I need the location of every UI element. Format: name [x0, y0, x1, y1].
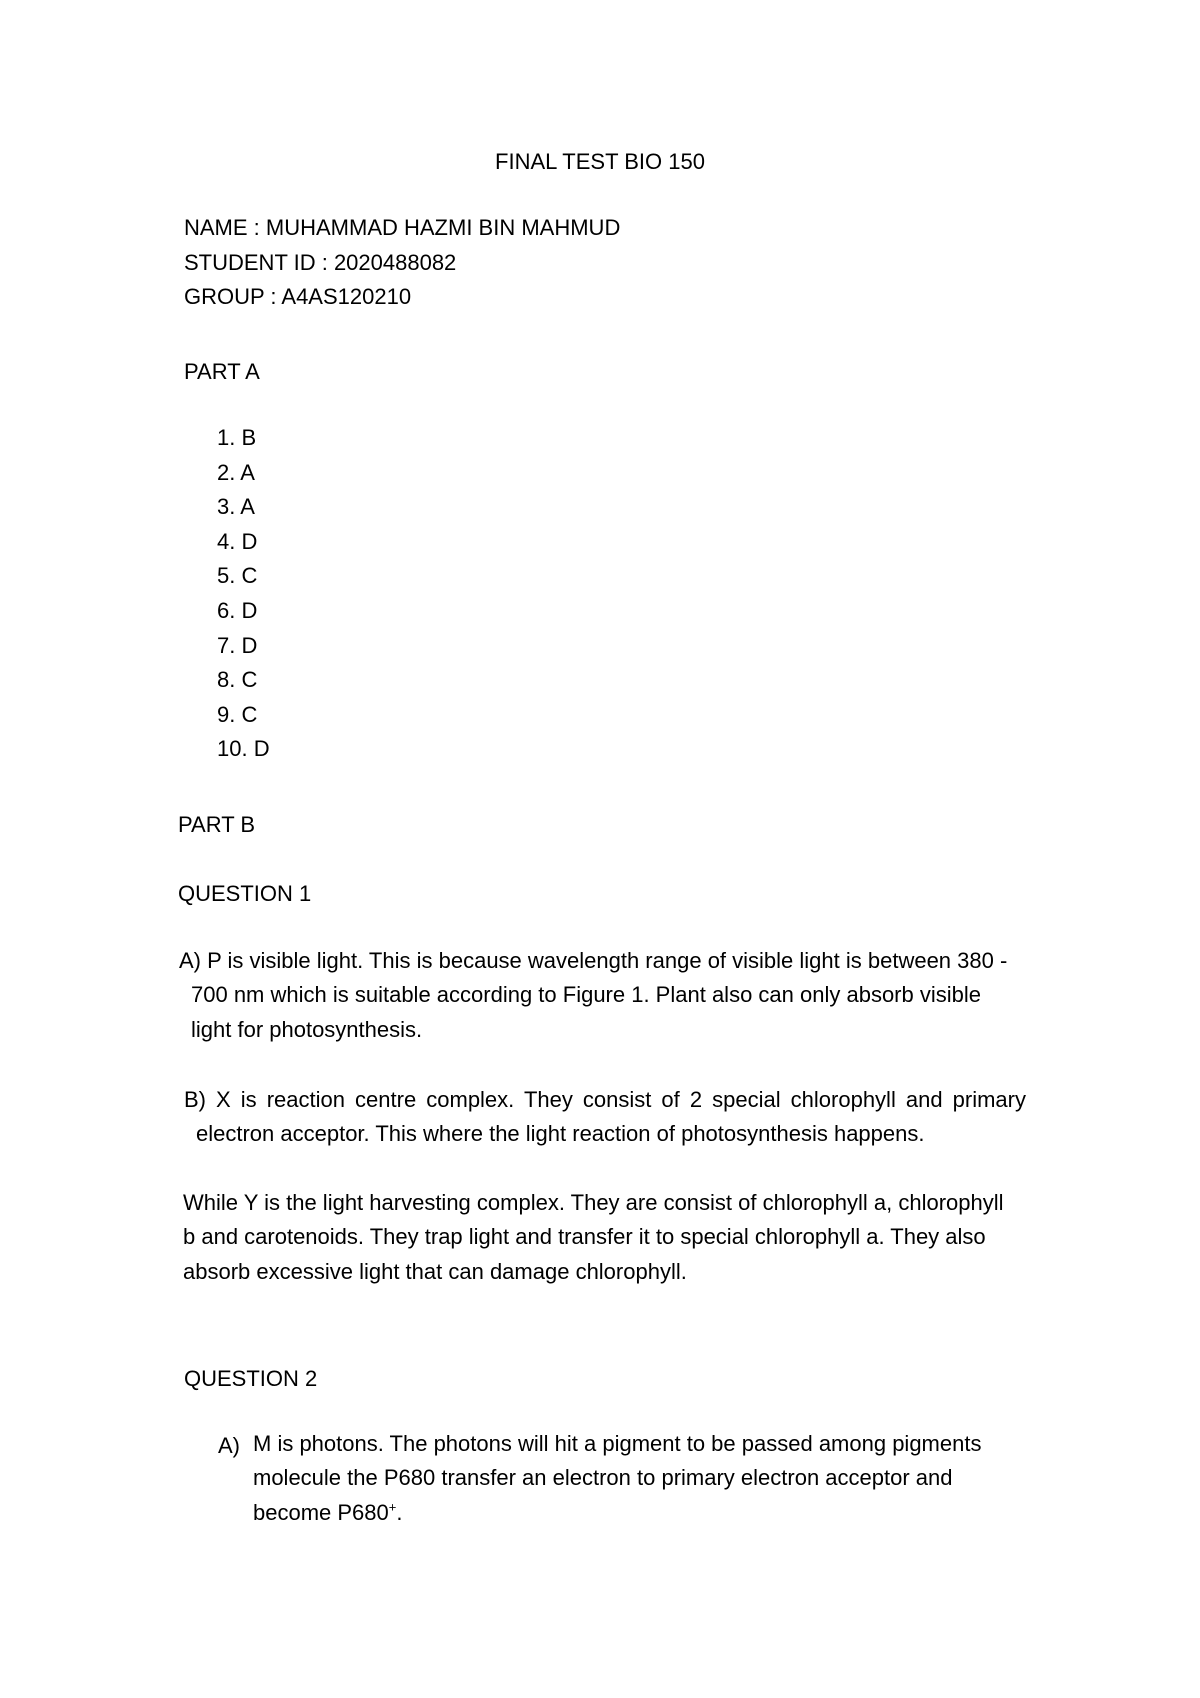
answer-item: 2. A [217, 459, 255, 485]
answer-item: 3. A [217, 494, 255, 520]
question-2-heading: QUESTION 2 [184, 1366, 318, 1391]
student-id: STUDENT ID : 2020488082 [184, 250, 457, 275]
question-2-answer-a-text: M is photons. The photons will hit a pigment to be passed among pigments molecule the P680 transfer an electron to primary electron acceptor and become P680 [253, 1431, 982, 1525]
question-1-answer-a: A) P is visible light. This is because wavelength range of visible light is between 380 - 700 nm which is suitable according to Figure 1. Plant also can only absorb visible light for photosynthesis. [179, 948, 1008, 1042]
answer-item: 6. D [217, 597, 258, 623]
part-b-heading: PART B [178, 812, 256, 837]
student-name: NAME : MUHAMMAD HAZMI BIN MAHMUD [184, 215, 621, 240]
question-2-answer-a-end: . [396, 1499, 403, 1525]
question-2-answer-a-marker: A) [218, 1433, 240, 1458]
answer-item: 10. D [217, 736, 270, 762]
document-title: FINAL TEST BIO 150 [495, 149, 705, 174]
student-group: GROUP : A4AS120210 [184, 284, 412, 309]
answer-item: 9. C [217, 701, 258, 727]
answer-item: 7. D [217, 632, 258, 658]
question-1-answer-b-continued: While Y is the light harvesting complex. They are consist of chlorophyll a, chlorophyll b and carotenoids. They trap light and transfer it to special chlorophyll a. They also absorb excessive light that can damage chlorophyll. [183, 1190, 1004, 1284]
answer-item: 1. B [217, 425, 257, 450]
question-1-heading: QUESTION 1 [178, 881, 312, 906]
question-1-answer-b: B) X is reaction centre complex. They consist of 2 special chlorophyll and primary electron acceptor. This where the light reaction of photosynthesis happens. [184, 1087, 1026, 1147]
answer-item: 8. C [217, 667, 258, 693]
superscript-plus: + [388, 1499, 397, 1515]
part-a-answer-list [217, 424, 270, 770]
answer-item: 4. D [217, 528, 258, 554]
part-a-heading: PART A [184, 359, 260, 384]
question-2-answer-a [253, 1427, 1013, 1530]
answer-item: 5. C [217, 563, 258, 589]
